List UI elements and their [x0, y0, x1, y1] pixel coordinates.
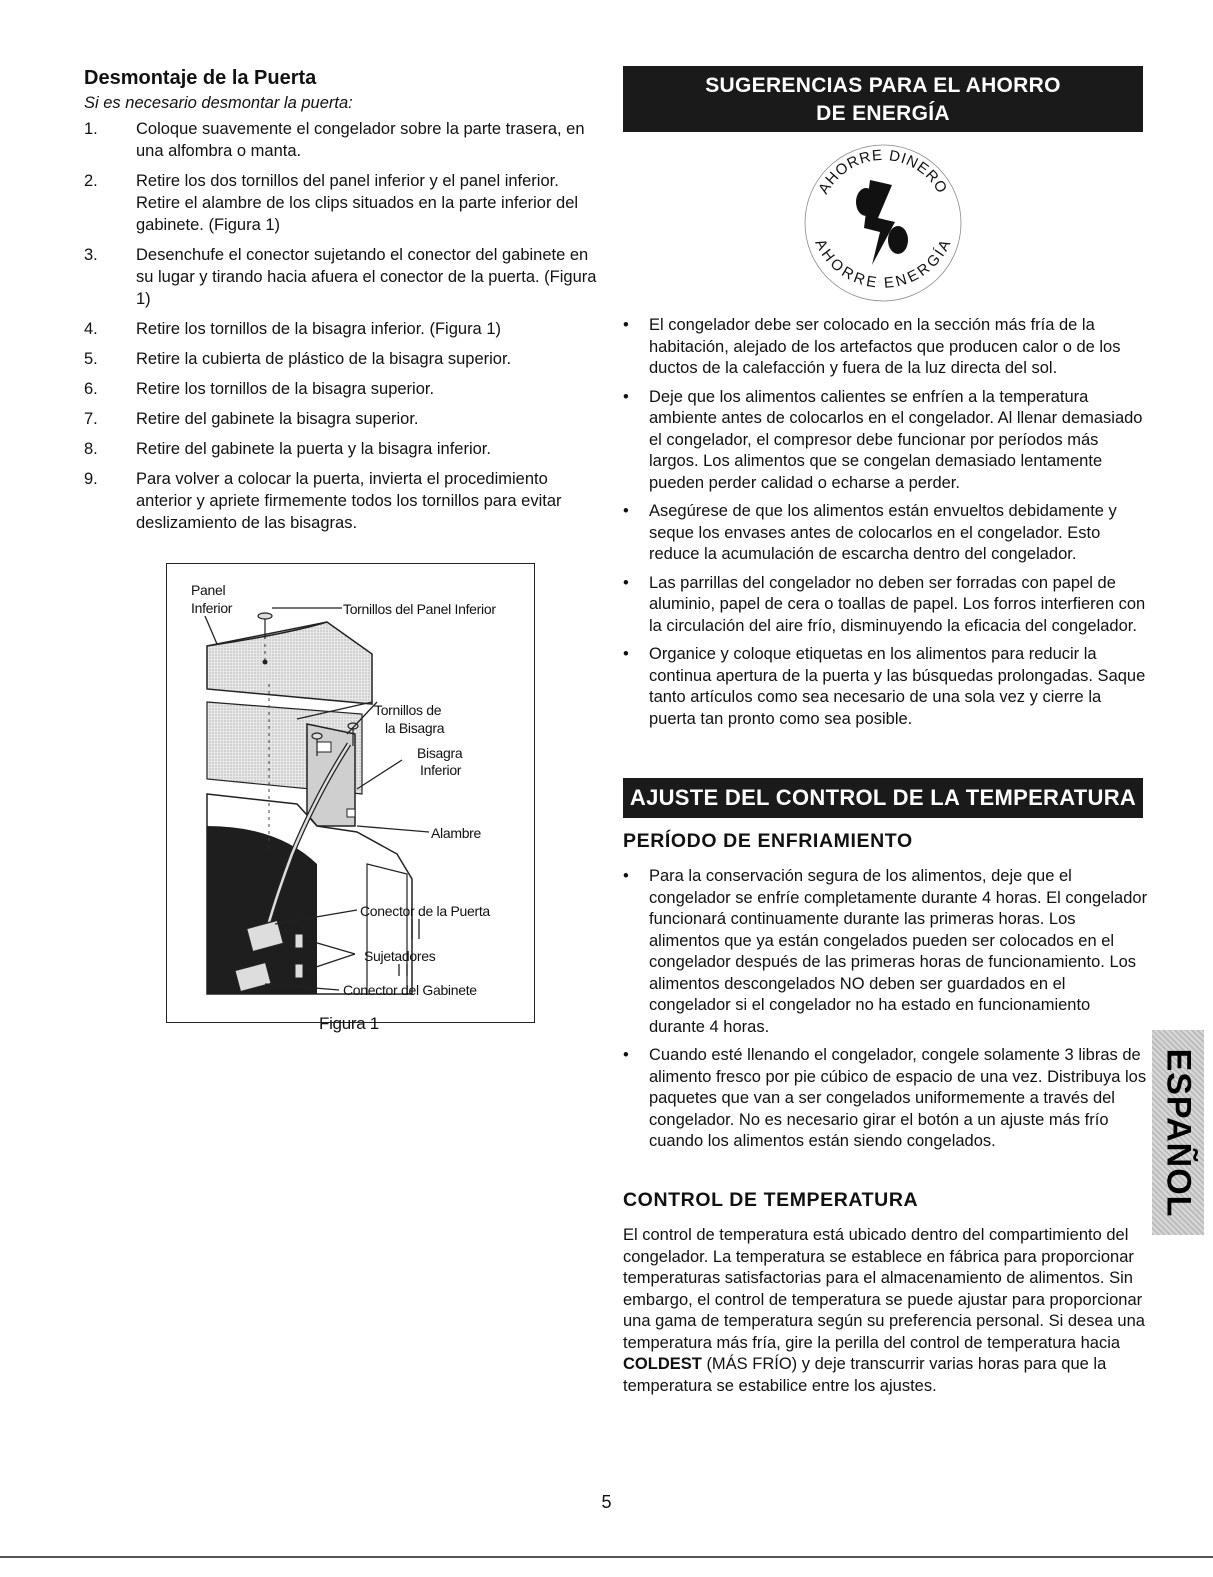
- label-lower-hinge-1: Bisagra: [417, 745, 463, 761]
- label-inferior: Inferior: [191, 600, 233, 616]
- steps-list: [84, 118, 604, 534]
- language-side-tab: ESPAÑOL: [1152, 1030, 1204, 1235]
- list-item: • Cuando esté llenando el congelador, congele solamente 3 libras de alimento fresco por pie cúbico de espacio de una vez. Distribuya los paquetes que van a ser congelados uniformemente a través del congelador. No es necesario girar el botón a un ajuste más frío cuando los alimentos están siendo congelados.: [623, 1045, 1148, 1153]
- save-money-energy-logo: [800, 140, 966, 306]
- control-heading: CONTROL DE TEMPERATURA: [623, 1189, 919, 1211]
- figure-caption: Figura 1: [319, 1014, 379, 1033]
- svg-text:AHORRE ENERGÍA: [811, 236, 954, 291]
- label-hinge-screws-1: Tornillos de: [374, 702, 442, 718]
- page-bottom-rule: [0, 1556, 1213, 1558]
- label-cabinet-connector: Conector del Gabinete: [343, 982, 477, 998]
- list-item: • Organice y coloque etiquetas en los alimentos para reducir la continua apertura de la puerta y las búsquedas prolongadas. Saque tanto artículos como sea necesario de una sola vez y cierre la puerta tan pronto como sea posible.: [623, 644, 1148, 730]
- list-item: 9. Para volver a colocar la puerta, invierta el procedimiento anterior y apriete firmemente todos los tornillos para evitar deslizamiento de las bisagras.: [84, 470, 562, 532]
- list-item: 1. Coloque suavemente el congelador sobre la parte trasera, en una alfombra o manta.: [84, 120, 585, 160]
- list-item: • Asegúrese de que los alimentos están envueltos debidamente y seque los envases antes de colocarlos en el congelador. Esto reduce la acumulación de escarcha dentro del congelador.: [623, 501, 1148, 566]
- door-hinge-illustration: [167, 564, 533, 1021]
- list-item: • Las parrillas del congelador no deben ser forradas con papel de aluminio, papel de cera o toallas de papel. Los forros interfieren con la circulación del aire frío, disminuyendo la eficacia del congelador.: [623, 573, 1148, 638]
- list-item: 4. Retire los tornillos de la bisagra inferior. (Figura 1): [84, 320, 501, 338]
- label-panel-screws: Tornillos del Panel Inferior: [343, 601, 496, 617]
- list-item: 7. Retire del gabinete la bisagra superior.: [84, 410, 419, 428]
- list-item: • Para la conservación segura de los alimentos, deje que el congelador se enfríe completamente durante 4 horas. El congelador funcionará continuamente durante las primeras horas. Los alimentos que ya están congelados pueden ser colocados en el congelador después de las primeras horas de funcionamiento. Los alimentos descongelados NO deben ser guardados en el congelador si el congelador no ha estado en funcionamiento durante 4 horas.: [623, 866, 1148, 1038]
- list-item: • El congelador debe ser colocado en la sección más fría de la habitación, alejado de los artefactos que producen calor o de los ductos de la calefacción y fuera de la luz directa del sol.: [623, 315, 1148, 380]
- label-lower-hinge-2: Inferior: [420, 762, 462, 778]
- door-removal-section: [84, 66, 604, 542]
- dollar-lightning-icon: [856, 180, 908, 265]
- intro-text: Si es necesario desmontar la puerta:: [84, 94, 353, 112]
- list-item: 3. Desenchufe el conector sujetando el conector del gabinete en su lugar y tirando hacia afuera el conector de la puerta. (Figura 1): [84, 246, 597, 308]
- list-item: • Deje que los alimentos calientes se enfríen a la temperatura ambiente antes de colocarlos en el congelador. Al llenar demasiado el congelador, el compresor debe funcionar por períodos más largos. Los alimentos que se congelan demasiado lentamente pueden perder calidad o echarse a perder.: [623, 387, 1148, 495]
- list-item: 6. Retire los tornillos de la bisagra superior.: [84, 380, 435, 398]
- page-number: 5: [601, 1492, 612, 1512]
- control-paragraph: El control de temperatura está ubicado dentro del compartimiento del congelador. La temperatura se establece en fábrica para proporcionar temperaturas satisfactorias para el almacenamiento de alimentos. Sin embargo, el control de temperatura se puede ajustar para proporcionar una gama de temperatura según su preferencia personal. Si desea una temperatura más fría, gire la perilla del control de temperatura hacia COLDEST (MÁS FRÍO) y deje transcurrir varias horas para que la temperatura se estabilice entre los ajustes.: [623, 1226, 1145, 1395]
- label-hinge-screws-2: la Bisagra: [385, 720, 445, 736]
- cooldown-heading: PERÍODO DE ENFRIAMIENTO: [623, 830, 913, 852]
- label-wire: Alambre: [431, 825, 482, 841]
- label-panel: Panel: [191, 582, 226, 598]
- energy-tips-banner: SUGERENCIAS PARA EL AHORRO DE ENERGÍA: [623, 66, 1143, 132]
- cooldown-list: [623, 866, 1148, 1160]
- energy-tips-list: [623, 315, 1148, 737]
- section-heading: Desmontaje de la Puerta: [84, 67, 317, 89]
- label-fasteners: Sujetadores: [364, 948, 436, 964]
- logo-top-text: AHORRE DINERO: [815, 146, 951, 198]
- list-item: 2. Retire los dos tornillos del panel inferior y el panel inferior. Retire el alambre de los clips situados en la parte inferior del gabinete. (Figura 1): [84, 172, 579, 234]
- list-item: 5. Retire la cubierta de plástico de la bisagra superior.: [84, 350, 512, 368]
- temperature-control-banner: AJUSTE DEL CONTROL DE LA TEMPERATURA: [623, 778, 1143, 818]
- logo-bottom-text: AHORRE ENERGÍA: [811, 236, 955, 292]
- figure-1: [166, 563, 535, 1033]
- list-item: 8. Retire del gabinete la puerta y la bisagra inferior.: [84, 440, 491, 458]
- label-door-connector: Conector de la Puerta: [360, 903, 490, 919]
